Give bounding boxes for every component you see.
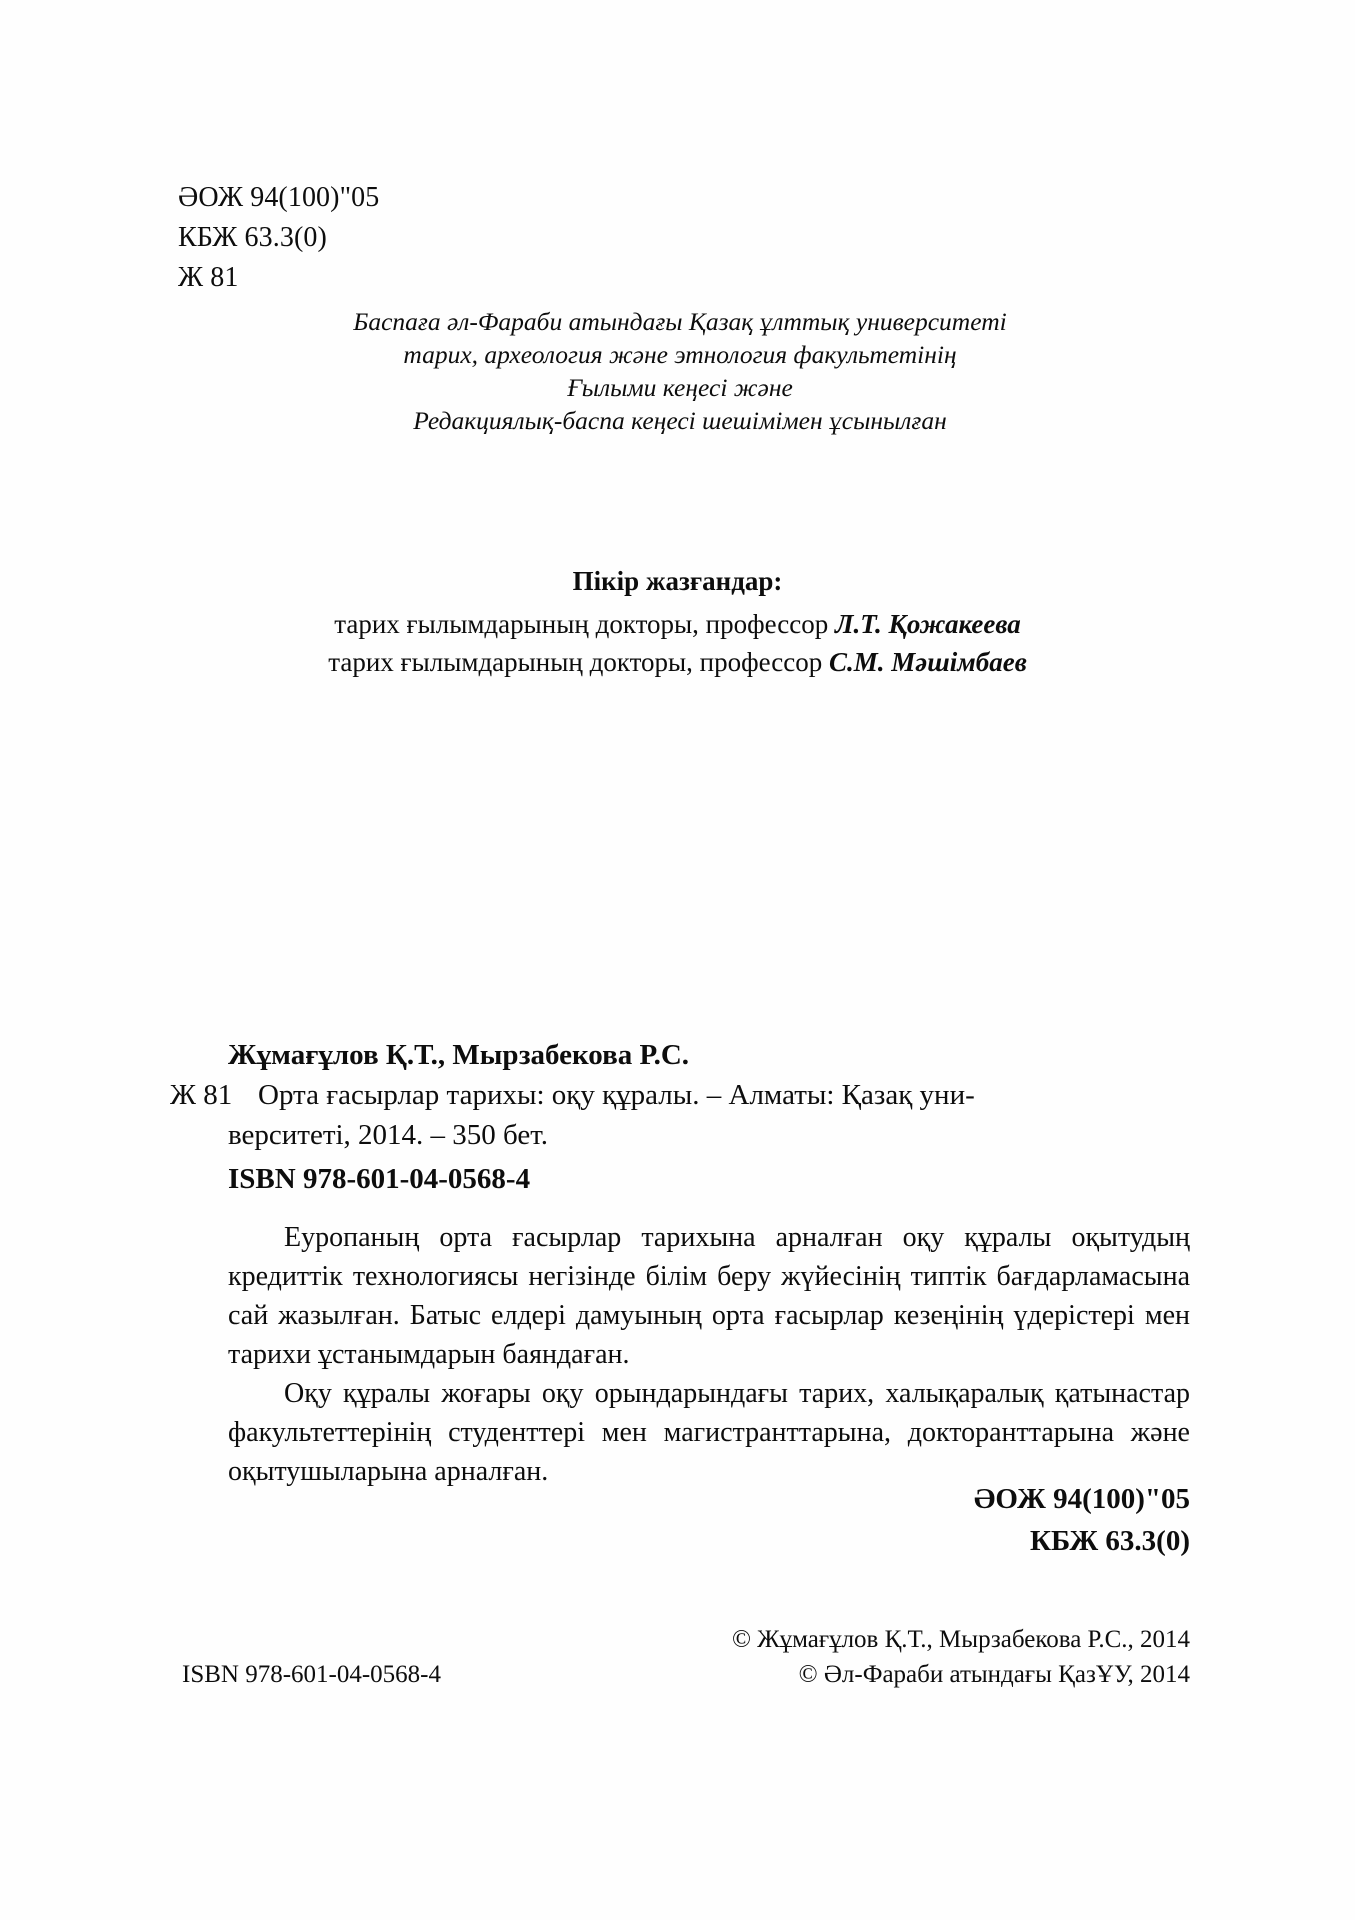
bbk-code: КБЖ 63.3(0): [178, 222, 327, 253]
annotation-paragraph-2: Оқу құралы жоғары оқу орындарындағы тарих, халықаралық қатынастар факультеттерінің студенттері мен магистранттарына, докторанттарына және оқытушыларына арналған.: [228, 1378, 1190, 1487]
book-title-line-1: Орта ғасырлар тарихы: оқу құралы. – Алматы: Қазақ уни-: [258, 1079, 975, 1111]
reviewer-entry: [170, 605, 1185, 643]
bbk-code-bottom: КБЖ 63.3(0): [1030, 1525, 1190, 1557]
bibliographic-title-row: [170, 1075, 1190, 1115]
bibliographic-shelf-mark: Ж 81: [170, 1079, 233, 1111]
recommendation-block: [300, 305, 1060, 437]
reviewer-entry: [170, 643, 1185, 681]
copyright-line-publisher: © Әл-Фараби атындағы ҚазҰУ, 2014: [798, 1661, 1190, 1688]
reviewer-role: тарих ғылымдарының докторы, профессор: [328, 647, 829, 677]
reviewer-name: С.М. Мәшімбаев: [829, 647, 1027, 677]
recommendation-line-3: Ғылыми кеңесі және: [567, 373, 793, 402]
reviewers-block: [170, 562, 1185, 681]
book-authors: Жұмағұлов Қ.Т., Мырзабекова Р.С.: [228, 1039, 690, 1071]
shelf-mark: Ж 81: [178, 262, 239, 293]
classification-codes: [178, 178, 379, 298]
recommendation-line-2: тарих, археология және этнология факультетінің: [403, 340, 957, 369]
annotation-paragraph-1: Еуропаның орта ғасырлар тарихына арналған оқу құралы оқытудың кредиттік технологиясы негізінде білім беру жүйесінің типтік бағдарламасына сай жазылған. Батыс елдері дамуының орта ғасырлар кезеңінің үдерістері мен тарихи ұстанымдарын баяндаған.: [228, 1222, 1190, 1370]
reviewer-name: Л.Т. Қожакеева: [834, 609, 1021, 639]
copyright-block: [732, 1622, 1190, 1692]
isbn-footer: ISBN 978-601-04-0568-4: [182, 1661, 442, 1688]
book-title-line-2: верситеті, 2014. – 350 бет.: [228, 1119, 549, 1151]
bibliographic-record: [170, 1035, 1190, 1201]
udc-code: ӘОЖ 94(100)"05: [178, 182, 380, 213]
reviewers-heading: Пікір жазғандар:: [572, 566, 783, 596]
classification-codes-bottom: [974, 1478, 1190, 1562]
reviewer-role: тарих ғылымдарының докторы, профессор: [334, 609, 835, 639]
recommendation-line-1: Баспаға әл-Фараби атындағы Қазақ ұлттық университеті: [353, 307, 1007, 336]
copyright-line-authors: © Жұмағұлов Қ.Т., Мырзабекова Р.С., 2014: [731, 1626, 1190, 1653]
isbn-main: ISBN 978-601-04-0568-4: [228, 1163, 531, 1195]
recommendation-line-4: Редакциялық-баспа кеңесі шешімімен ұсынылған: [413, 406, 947, 435]
annotation-block: [228, 1218, 1190, 1491]
udc-code-bottom: ӘОЖ 94(100)"05: [973, 1483, 1190, 1515]
